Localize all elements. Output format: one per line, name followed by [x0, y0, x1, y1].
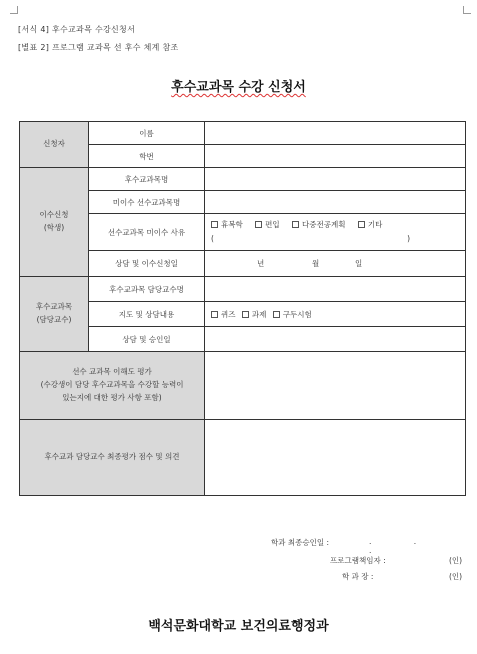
final-evaluation-label: 후수교과 담당교수 최종평가 점수 및 의견 — [20, 420, 205, 496]
name-field[interactable] — [205, 122, 466, 145]
page-corner-mark-left — [10, 6, 18, 14]
checkbox-icon[interactable] — [211, 311, 218, 318]
dept-head-line — [342, 571, 470, 582]
understanding-evaluation-field[interactable] — [205, 352, 466, 420]
checkbox-icon[interactable] — [273, 311, 280, 318]
approval-date-label: 상담 및 승인일 — [89, 327, 205, 352]
program-lead-stamp: (인) — [449, 556, 463, 565]
method-option-quiz[interactable]: 퀴즈 — [211, 310, 236, 319]
reason-option-transfer-return[interactable]: 휴복학 — [211, 220, 243, 229]
instructor-section-label: 후수교과목 (담당교수) — [20, 277, 89, 352]
student-id-label: 학번 — [89, 145, 205, 168]
instructor-name-label: 후수교과목 담당교수명 — [89, 277, 205, 302]
form-number-line: [서식 4] 후수교과목 수강신청서 — [18, 25, 136, 34]
request-date-label: 상담 및 이수신청일 — [89, 251, 205, 277]
program-lead-label: 프로그램책임자 : — [330, 556, 386, 565]
untaken-prereq-field[interactable] — [205, 191, 466, 214]
document-title: 후수교과목 수강 신청서 — [171, 80, 306, 95]
program-lead-line — [330, 555, 470, 566]
dept-head-label: 학 과 장 : — [342, 572, 374, 581]
final-approval-date-line — [271, 537, 471, 555]
final-evaluation-field[interactable] — [205, 420, 466, 496]
understanding-evaluation-label: 선수 교과목 이해도 평가 (수강생이 담당 후수교과목을 수강할 능력이 있는지에 대한 평가 사항 포함) — [20, 352, 205, 420]
checkbox-icon[interactable] — [255, 221, 262, 228]
other-reason-field[interactable]: ( ) — [211, 234, 410, 243]
guidance-options — [205, 302, 466, 327]
applicant-label: 신청자 — [20, 122, 89, 168]
institution-footer: 백석문화대학교 보건의료행정과 — [148, 619, 329, 634]
reason-option-multi-major[interactable]: 다중전공계획 — [292, 220, 345, 229]
course-name-field[interactable] — [205, 168, 466, 191]
checkbox-icon[interactable] — [211, 221, 218, 228]
untaken-prereq-label: 미이수 선수교과목명 — [89, 191, 205, 214]
final-approval-date-field[interactable]: . . . — [369, 537, 437, 555]
method-option-assignment[interactable]: 과제 — [242, 310, 267, 319]
reason-option-other[interactable]: 기타 — [358, 220, 383, 229]
approval-date-field[interactable] — [205, 327, 466, 352]
instructor-name-field[interactable] — [205, 277, 466, 302]
dept-head-stamp: (인) — [449, 572, 463, 581]
course-name-label: 후수교과목명 — [89, 168, 205, 191]
name-label: 이름 — [89, 122, 205, 145]
checkbox-icon[interactable] — [242, 311, 249, 318]
final-approval-date-label: 학과 최종승인일 : — [271, 538, 330, 547]
request-date-field[interactable]: 년 월 일 — [205, 251, 466, 277]
enrollment-request-label: 이수신청 (학생) — [20, 168, 89, 277]
checkbox-icon[interactable] — [358, 221, 365, 228]
guidance-content-label: 지도 및 상담내용 — [89, 302, 205, 327]
reference-line: [별표 2] 프로그램 교과목 선 후수 체계 참조 — [18, 43, 179, 52]
reason-option-transfer-in[interactable]: 편입 — [255, 220, 280, 229]
page-corner-mark-right — [463, 6, 471, 14]
reason-label: 선수교과목 미이수 사유 — [89, 214, 205, 251]
method-option-oral-exam[interactable]: 구두시험 — [273, 310, 312, 319]
checkbox-icon[interactable] — [292, 221, 299, 228]
reason-options — [205, 214, 466, 251]
application-form-table — [19, 121, 466, 496]
student-id-field[interactable] — [205, 145, 466, 168]
